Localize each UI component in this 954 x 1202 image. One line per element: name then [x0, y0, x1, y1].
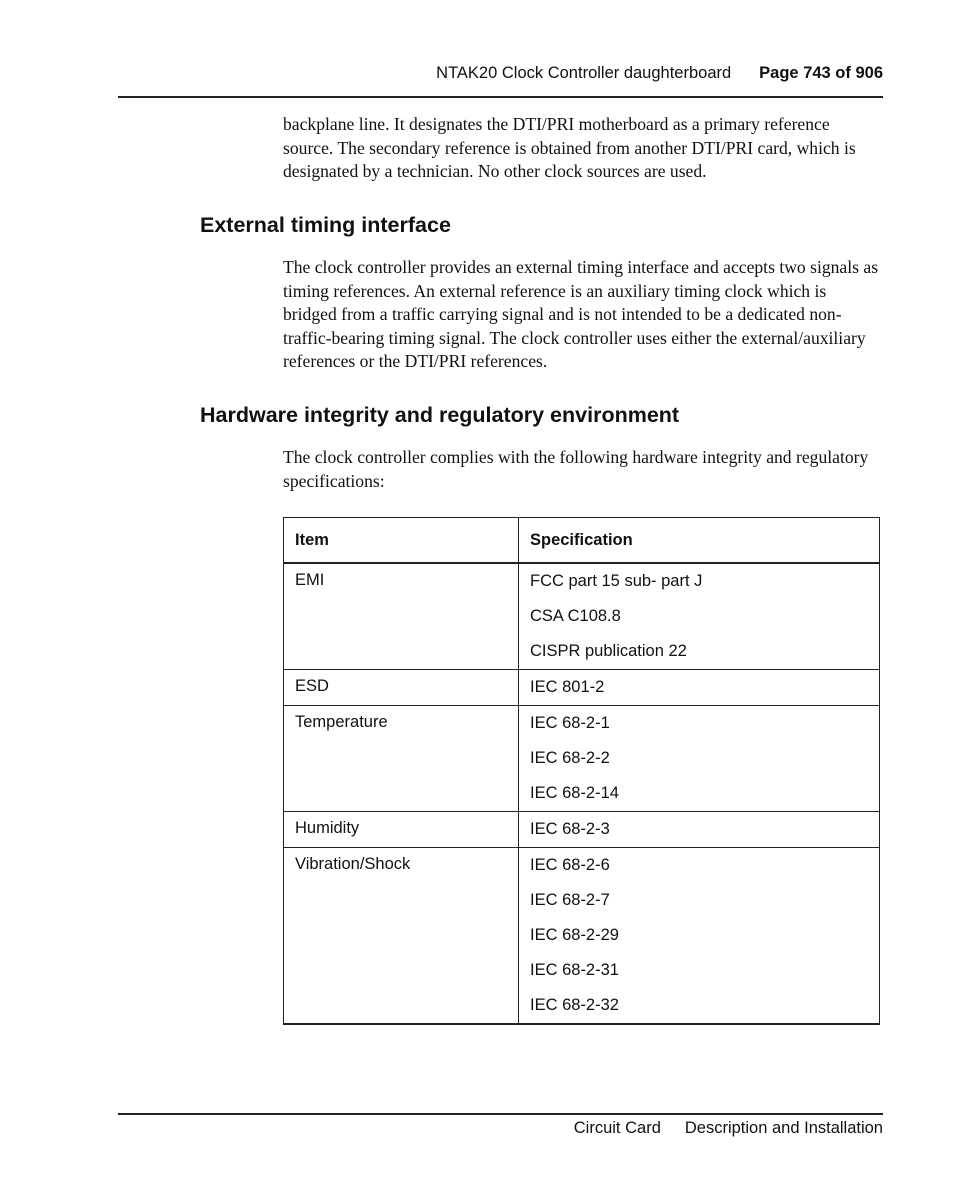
specification-entry: IEC 68-2-6 [530, 856, 610, 874]
table-row [284, 848, 880, 1025]
table-row [284, 706, 880, 812]
specification-entry: IEC 68-2-2 [530, 749, 610, 767]
specification-cell [519, 563, 880, 670]
table-row [284, 670, 880, 706]
page-header [118, 64, 883, 98]
specification-table-body [284, 563, 880, 1024]
page-footer [118, 1113, 883, 1138]
document-title: NTAK20 Clock Controller daughterboard [436, 64, 732, 82]
item-cell: Humidity [284, 812, 519, 848]
specification-entry: CSA C108.8 [530, 607, 621, 625]
section-heading-external-timing: External timing interface [200, 213, 451, 237]
specification-cell [519, 670, 880, 706]
specification-table [283, 517, 880, 1025]
specification-entry: IEC 68-2-31 [530, 961, 619, 979]
item-cell: EMI [284, 563, 519, 670]
table-row [284, 812, 880, 848]
specification-cell [519, 706, 880, 812]
section-heading-hardware-integrity: Hardware integrity and regulatory environment [200, 403, 680, 427]
column-header-item: Item [284, 518, 519, 564]
item-cell: Vibration/Shock [284, 848, 519, 1025]
section-body-hardware-integrity: The clock controller complies with the following hardware integrity and regulatory specifications: [283, 447, 869, 491]
footer-book-subtitle: Description and Installation [684, 1119, 883, 1137]
specification-entry: IEC 801-2 [530, 678, 605, 696]
specification-cell [519, 812, 880, 848]
specification-entry: IEC 68-2-29 [530, 926, 619, 944]
section-body-external-timing: The clock controller provides an external timing interface and accepts two signals as timing references. An external reference is an auxiliary timing clock which is bridged from a traffic carrying signal and is not intended to be a dedicated non-traffic-bearing timing signal. The clock controller uses either the external/auxiliary references or the DTI/PRI references. [283, 257, 879, 371]
specification-entry: IEC 68-2-32 [530, 996, 619, 1014]
table-row [284, 563, 880, 670]
column-header-specification: Specification [519, 518, 880, 564]
specification-entry: FCC part 15 sub- part J [530, 572, 703, 590]
page-number: Page 743 of 906 [759, 64, 883, 82]
item-cell: Temperature [284, 706, 519, 812]
specification-entry: IEC 68-2-7 [530, 891, 610, 909]
specification-entry: IEC 68-2-3 [530, 820, 610, 838]
item-cell: ESD [284, 670, 519, 706]
intro-paragraph: backplane line. It designates the DTI/PRI motherboard as a primary reference source. The secondary reference is obtained from another DTI/PRI card, which is designated by a technician. No other clock sources are used. [283, 114, 856, 181]
specification-entry: CISPR publication 22 [530, 642, 687, 660]
table-header-row [284, 518, 880, 564]
specification-entry: IEC 68-2-1 [530, 714, 610, 732]
specification-cell [519, 848, 880, 1025]
specification-entry: IEC 68-2-14 [530, 784, 619, 802]
footer-book-name: Circuit Card [573, 1119, 661, 1137]
